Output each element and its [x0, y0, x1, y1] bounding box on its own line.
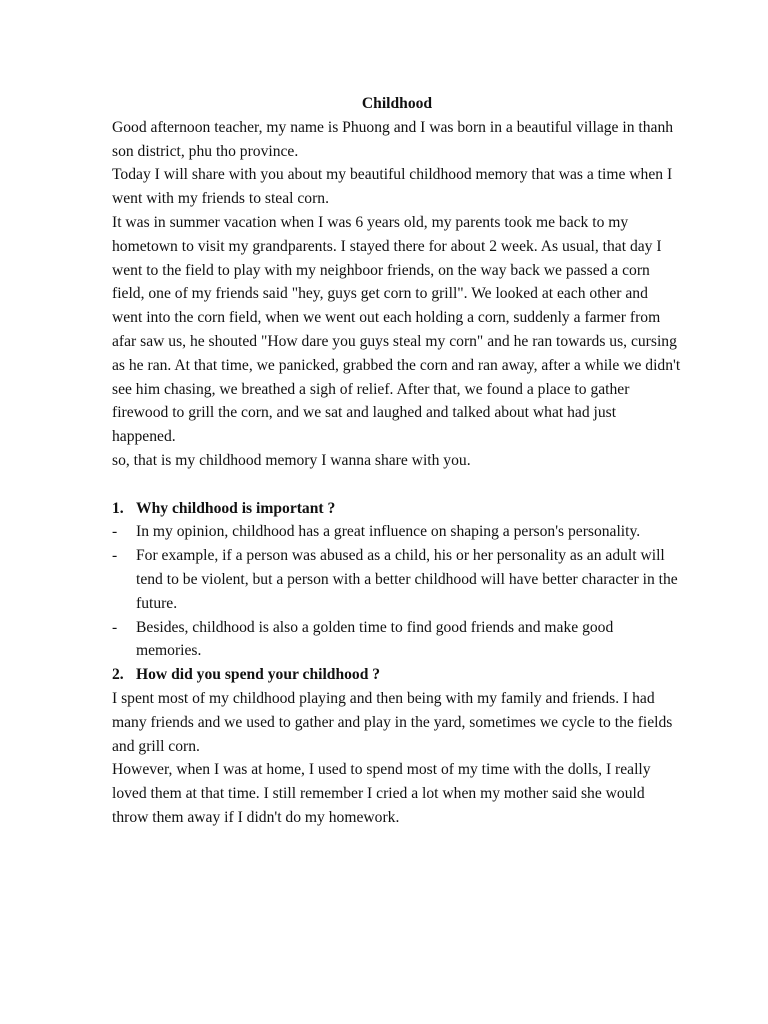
section-paragraph: I spent most of my childhood playing and then being with my family and friends. I had many friends and we used to gather and play in the yard, sometimes we cycle to the fields and grill corn.: [112, 689, 673, 755]
list-item: [112, 616, 682, 664]
section-number: 1.: [112, 499, 124, 517]
closing-paragraph: so, that is my childhood memory I wanna share with you.: [112, 451, 471, 469]
blank-line: [112, 473, 682, 497]
intro-paragraph: Good afternoon teacher, my name is Phuong and I was born in a beautiful village in thanh son district, phu tho province.: [112, 118, 674, 160]
section-heading-text: How did you spend your childhood ?: [136, 666, 381, 684]
list-item: [112, 520, 682, 544]
document-body: [112, 92, 682, 830]
list-item: [112, 544, 682, 615]
document-title: Childhood: [361, 95, 433, 112]
story-paragraph: It was in summer vacation when I was 6 years old, my parents took me back to my hometown to visit my grandparents. I stayed there for about 2 week. As usual, that day I went to the field to play with my neighboor friends, on the way back we passed a corn field, one of my friends said "hey, guys get corn to grill". We looked at each other and went into the corn field, when we went out each holding a corn, suddenly a farmer from afar saw us, he shouted "How dare you guys steal my corn" and he ran towards us, cursing as he ran. At that time, we panicked, grabbed the corn and ran away, after a while we didn't see him chasing, we breathed a sigh of relief. After that, we found a place to gather firewood to grill the corn, and we sat and laughed and talked about what had just happened.: [112, 213, 681, 446]
bullet-marker: -: [112, 523, 118, 541]
section-paragraph: However, when I was at home, I used to spend most of my time with the dolls, I really loved them at that time. I still remember I cried a lot when my mother said she would throw them away if I didn't do my homework.: [112, 761, 651, 826]
section-heading-1: [112, 497, 682, 521]
section-number: 2.: [112, 666, 124, 684]
bullet-marker: -: [112, 618, 118, 636]
section-heading-2: [112, 663, 682, 687]
intro-paragraph: Today I will share with you about my beautiful childhood memory that was a time when I went with my friends to steal corn.: [112, 166, 673, 208]
list-item-text: For example, if a person was abused as a child, his or her personality as an adult will tend to be violent, but a person with a better childhood will have better character in the future.: [136, 547, 678, 612]
section-heading-text: Why childhood is important ?: [136, 499, 336, 517]
list-item-text: Besides, childhood is also a golden time to find good friends and make good memories.: [136, 618, 614, 660]
list-item-text: In my opinion, childhood has a great influence on shaping a person's personality.: [136, 523, 641, 541]
bullet-marker: -: [112, 547, 118, 565]
